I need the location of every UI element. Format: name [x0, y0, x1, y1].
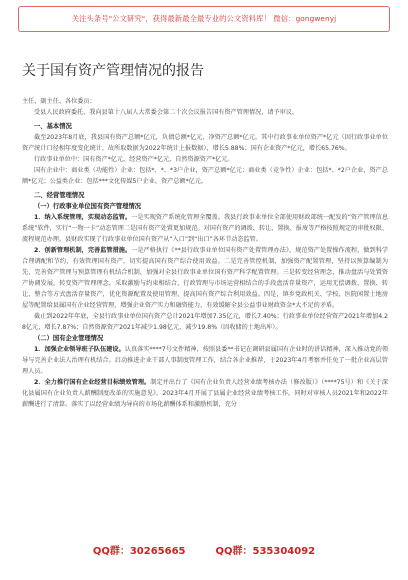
- subsection-heading-admin: （一）行政事业单位国有资产管理情况: [34, 203, 142, 210]
- subsection-heading-enterprise: （二）国有企业管理情况: [34, 335, 104, 342]
- salutation: 主任、副主任、各位委员：: [22, 98, 96, 105]
- enterprise-item-2-body: 制定并出台了《国有企业负责人经营业绩考核办法（修改版）》（****75号）和《关于深化县属国有企业负责人薪酬制度改革的实施意见》。2023年4月开展了县属企业经营业绩考核工作，同时对审核人员2021年和2022年薪酬进行了清算。落实了以经营业绩为导向的市场化薪酬体系和激励机制，充分: [22, 379, 388, 408]
- item-2-heading: 2．创新管理机制，完善监管措施。: [34, 247, 132, 254]
- paragraph-enterprises: 国有企业中：商业类（功能性）企业：包括*、*、*3户企业，资产总额*亿元；商业类（竞争性）企业：包括*、*2户企业，资产总额*亿元；公益类企业：包括***文化传媒5户企业，资产总额*亿元。: [22, 167, 388, 185]
- footer-qq-group-2: QQ群：535304092: [215, 546, 316, 557]
- item-1-body: 一是实现资产系统化管理全覆盖。我县行政事业单位全部使用财政部统一配发的“资产管理信息系统”软件，实行“一物一卡”动态管理二是国有资产处置更加规范。对国有资产的调拨、转让、置换、报废等严格按照规定的审批权限、流程规范办理。县财政实现了行政事业单位国有资产从“入口”到“出口”各环节动态监管。: [22, 214, 389, 243]
- top-promo-banner: [18, 6, 390, 32]
- intro-paragraph: 受县人民政府委托，我向县第十八届人大常委会第二十次会议报告国有资产管理情况，请予审议。: [34, 109, 299, 116]
- enterprise-item-1-paragraph: [22, 344, 388, 377]
- footer-qq-group-1: QQ群：30265665: [92, 546, 186, 557]
- paragraph-admin-units: 行政事业单位中：国有资产*亿元，经营资产*亿元，自然资源资产*亿元。: [34, 156, 234, 163]
- paragraph-year-end: 截止到2022年年底，全县行政事业单位国有资产总计2021年增加7.35亿元，增长7.40%；行政事业单位经营资产2021年增加4.28亿元，增长7.87%；自然资源资产2021年减少1.98亿元，减少19.8%（因收储的土地出库）。: [22, 313, 388, 331]
- section-heading-management: 二、经营管理情况: [34, 192, 85, 199]
- enterprise-item-1-body: 认真落实****7号文件精神，按照县委**书记在调研县属国有企业时的讲话精神，深入推动党的领导与完善企业法人治理有机结合。启动推进企业干部人事制度管理工作，结合各企业推荐，于2023年4月考察并任免了一批企业高层管理人员。: [22, 346, 388, 375]
- document-title: 关于国有资产管理情况的报告: [22, 63, 204, 79]
- banner-text: 关注头条号"公文研究"，获得最新最全最专业的公文资料库！ 微信：gongwenyj: [71, 14, 337, 23]
- enterprise-item-2-paragraph: [22, 377, 388, 410]
- item-1-paragraph: [22, 212, 388, 245]
- item-2-paragraph: [22, 245, 388, 311]
- item-2-body: 一是严格执行《**县行政事业单位国有资产处置管理办法》，规范资产处置操作流程，做到科学合理调配和节约，有效管理国有资产，切实提高国有资产综合使用效益。二是完善管控机制，加强资产配置管理，坚持以预算编制为先，完善资产管理与预算管理有机结合机制，加强对全县行政事业单位国有资产科学配置管理。三是转变经营理念，推动盘活与处置资产协调发展，转变资产管理理念，采取激励与约束相结合，行政管理与市场运营相结合的手段盘活存量资产，运用无偿调拨、置换、转让、整合等方式盘活存量资产，优化资源配置及使用管理，提高国有资产综合利用效益。四是，镇乡党政机关、学校、医院闲置土地房屋等配置给县属国有企业经营管理，增强企业资产实力和融资能力，有效缓解全县公益事业财政资金*大不足的矛盾。: [22, 247, 388, 309]
- paragraph-totals: 截至2023年8月底，我县国有资产总额*亿元，负债总额*亿元，净资产总额*亿元。其中行政事业单位资产*亿元（因行政事业单位资产统计口径相年度变化统计，故所取数据为2022年统计上报数据），增长5.88%；国有企业资产*亿元，增长65.76%。: [22, 134, 388, 152]
- enterprise-item-1-heading: 1．加强企业领导班子队伍建设。: [34, 346, 125, 353]
- section-heading-basic: 一、基本情况: [34, 123, 72, 130]
- item-1-heading: 1．纳入系统管理，实现动态监管。: [34, 214, 132, 221]
- document-body: [22, 60, 388, 410]
- footer-contact: [0, 542, 408, 562]
- enterprise-item-2-heading: 2．全力推行国有企业经营目标绩效管理。: [34, 379, 151, 386]
